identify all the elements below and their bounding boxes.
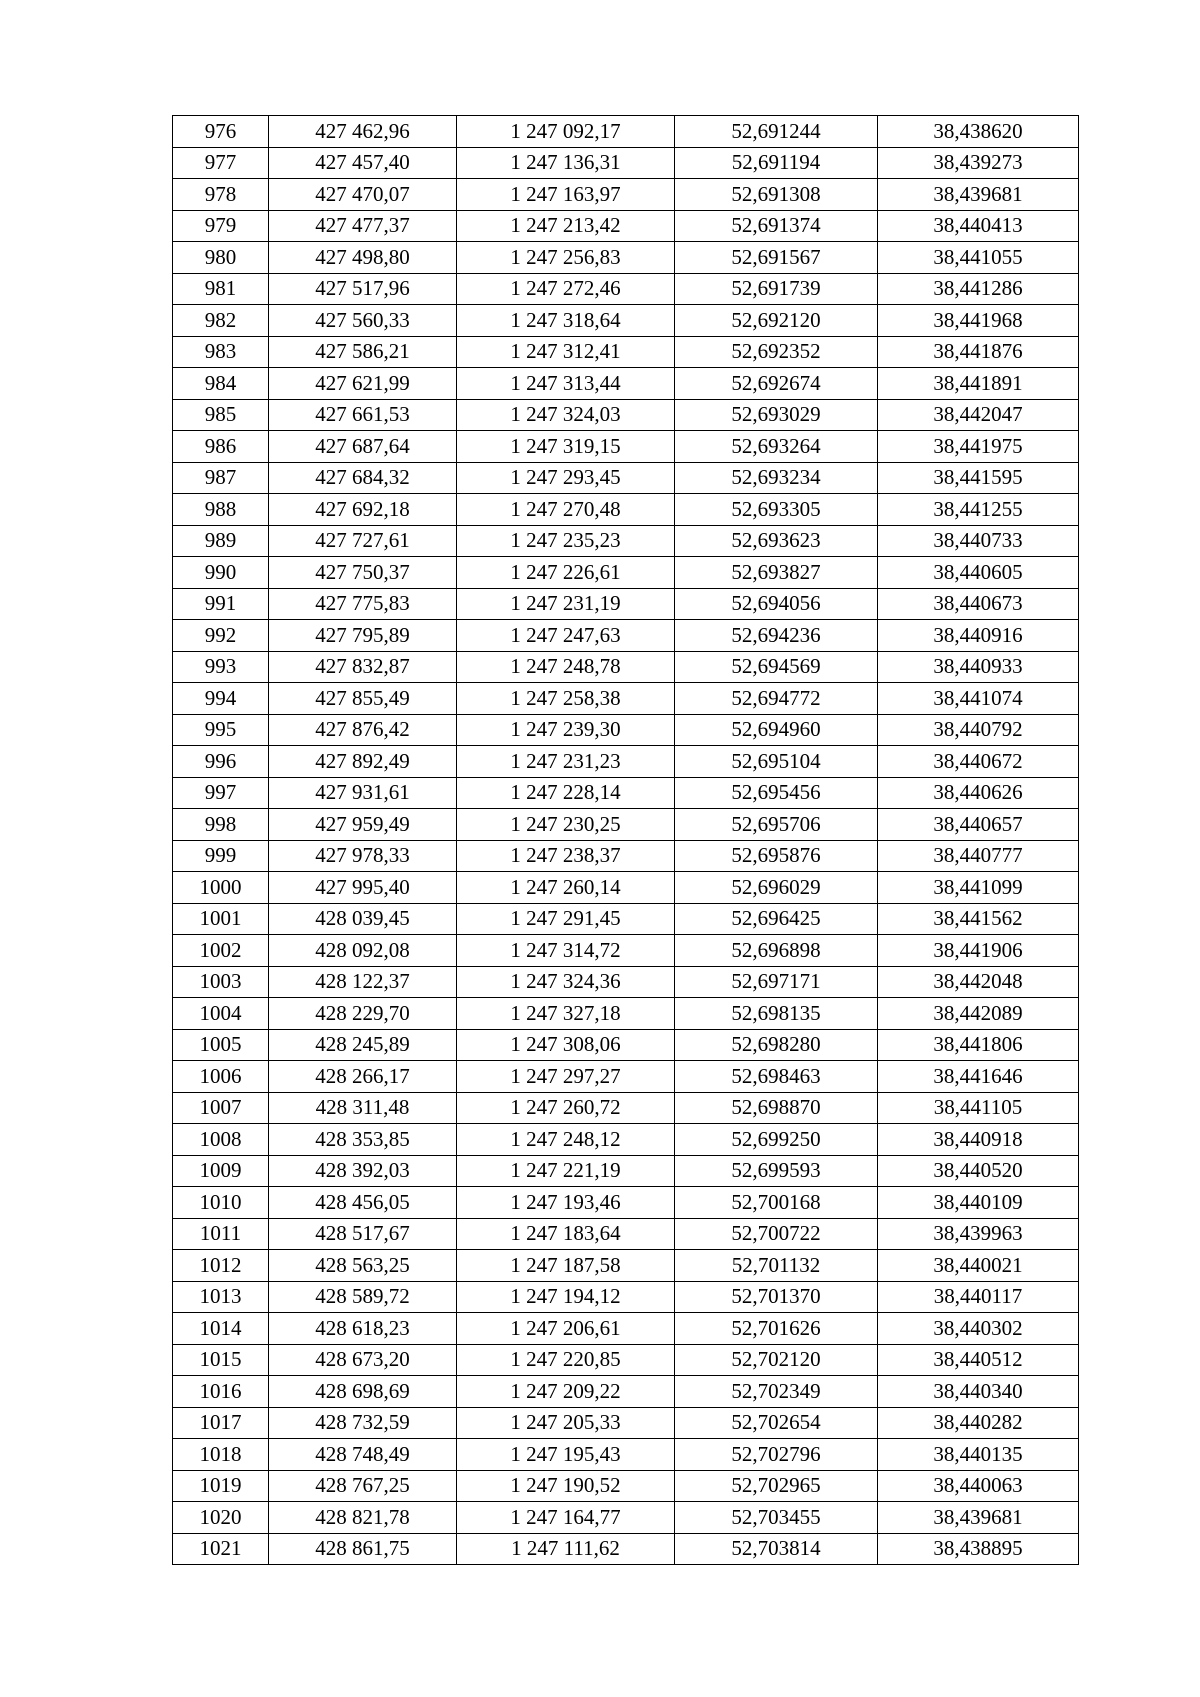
latitude-cell: 52,701132	[675, 1250, 878, 1282]
coordinate-x-cell: 428 821,78	[269, 1502, 457, 1534]
point-number-cell: 1015	[173, 1344, 269, 1376]
table-row	[173, 714, 1079, 746]
latitude-cell: 52,699593	[675, 1155, 878, 1187]
point-number-cell: 986	[173, 431, 269, 463]
table-row	[173, 620, 1079, 652]
coordinate-y-cell: 1 247 220,85	[457, 1344, 675, 1376]
longitude-cell: 38,438895	[878, 1533, 1079, 1565]
table-row	[173, 1187, 1079, 1219]
longitude-cell: 38,441975	[878, 431, 1079, 463]
point-number-cell: 994	[173, 683, 269, 715]
point-number-cell: 990	[173, 557, 269, 589]
longitude-cell: 38,440512	[878, 1344, 1079, 1376]
longitude-cell: 38,440792	[878, 714, 1079, 746]
point-number-cell: 993	[173, 651, 269, 683]
point-number-cell: 1014	[173, 1313, 269, 1345]
latitude-cell: 52,694056	[675, 588, 878, 620]
coordinate-y-cell: 1 247 247,63	[457, 620, 675, 652]
latitude-cell: 52,698280	[675, 1029, 878, 1061]
table-row	[173, 1218, 1079, 1250]
coordinate-y-cell: 1 247 318,64	[457, 305, 675, 337]
coordinate-x-cell: 428 229,70	[269, 998, 457, 1030]
latitude-cell: 52,699250	[675, 1124, 878, 1156]
latitude-cell: 52,695456	[675, 777, 878, 809]
coordinate-x-cell: 427 687,64	[269, 431, 457, 463]
coordinate-y-cell: 1 247 248,12	[457, 1124, 675, 1156]
table-row	[173, 683, 1079, 715]
table-row	[173, 1533, 1079, 1565]
latitude-cell: 52,701626	[675, 1313, 878, 1345]
table-row	[173, 494, 1079, 526]
longitude-cell: 38,439273	[878, 147, 1079, 179]
longitude-cell: 38,442089	[878, 998, 1079, 1030]
coordinate-x-cell: 427 978,33	[269, 840, 457, 872]
coordinate-x-cell: 428 673,20	[269, 1344, 457, 1376]
table-row	[173, 273, 1079, 305]
coordinate-y-cell: 1 247 308,06	[457, 1029, 675, 1061]
longitude-cell: 38,441105	[878, 1092, 1079, 1124]
table-row	[173, 1407, 1079, 1439]
latitude-cell: 52,693264	[675, 431, 878, 463]
latitude-cell: 52,694772	[675, 683, 878, 715]
coordinate-y-cell: 1 247 319,15	[457, 431, 675, 463]
point-number-cell: 1019	[173, 1470, 269, 1502]
coordinate-x-cell: 428 732,59	[269, 1407, 457, 1439]
point-number-cell: 982	[173, 305, 269, 337]
table-row	[173, 651, 1079, 683]
coordinate-x-cell: 428 861,75	[269, 1533, 457, 1565]
coordinate-y-cell: 1 247 260,72	[457, 1092, 675, 1124]
coordinate-x-cell: 427 457,40	[269, 147, 457, 179]
coordinate-x-cell: 428 563,25	[269, 1250, 457, 1282]
coordinate-x-cell: 427 855,49	[269, 683, 457, 715]
coordinate-x-cell: 428 589,72	[269, 1281, 457, 1313]
point-number-cell: 977	[173, 147, 269, 179]
point-number-cell: 992	[173, 620, 269, 652]
point-number-cell: 1009	[173, 1155, 269, 1187]
longitude-cell: 38,440626	[878, 777, 1079, 809]
point-number-cell: 976	[173, 116, 269, 148]
table-row	[173, 1439, 1079, 1471]
latitude-cell: 52,693234	[675, 462, 878, 494]
table-row	[173, 305, 1079, 337]
coordinate-y-cell: 1 247 163,97	[457, 179, 675, 211]
coordinate-x-cell: 428 618,23	[269, 1313, 457, 1345]
table-row	[173, 998, 1079, 1030]
point-number-cell: 1013	[173, 1281, 269, 1313]
coordinate-x-cell: 427 727,61	[269, 525, 457, 557]
coordinate-y-cell: 1 247 226,61	[457, 557, 675, 589]
latitude-cell: 52,697171	[675, 966, 878, 998]
table-row	[173, 903, 1079, 935]
table-row	[173, 462, 1079, 494]
coordinate-y-cell: 1 247 312,41	[457, 336, 675, 368]
coordinate-y-cell: 1 247 183,64	[457, 1218, 675, 1250]
table-row	[173, 336, 1079, 368]
latitude-cell: 52,698135	[675, 998, 878, 1030]
coordinate-x-cell: 428 039,45	[269, 903, 457, 935]
longitude-cell: 38,441906	[878, 935, 1079, 967]
longitude-cell: 38,440109	[878, 1187, 1079, 1219]
point-number-cell: 1020	[173, 1502, 269, 1534]
longitude-cell: 38,440063	[878, 1470, 1079, 1502]
coordinate-y-cell: 1 247 314,72	[457, 935, 675, 967]
coordinate-x-cell: 428 456,05	[269, 1187, 457, 1219]
coordinate-y-cell: 1 247 228,14	[457, 777, 675, 809]
table-row	[173, 399, 1079, 431]
latitude-cell: 52,694960	[675, 714, 878, 746]
point-number-cell: 988	[173, 494, 269, 526]
latitude-cell: 52,696029	[675, 872, 878, 904]
coordinate-x-cell: 428 698,69	[269, 1376, 457, 1408]
coordinate-y-cell: 1 247 231,23	[457, 746, 675, 778]
coordinate-x-cell: 427 750,37	[269, 557, 457, 589]
table-row	[173, 746, 1079, 778]
table-row	[173, 116, 1079, 148]
coordinate-x-cell: 427 876,42	[269, 714, 457, 746]
point-number-cell: 1005	[173, 1029, 269, 1061]
coordinate-y-cell: 1 247 272,46	[457, 273, 675, 305]
table-row	[173, 1376, 1079, 1408]
coordinate-x-cell: 427 462,96	[269, 116, 457, 148]
coordinate-y-cell: 1 247 291,45	[457, 903, 675, 935]
longitude-cell: 38,440777	[878, 840, 1079, 872]
longitude-cell: 38,441968	[878, 305, 1079, 337]
coordinate-y-cell: 1 247 235,23	[457, 525, 675, 557]
table-row	[173, 777, 1079, 809]
point-number-cell: 1011	[173, 1218, 269, 1250]
table-row	[173, 1092, 1079, 1124]
coordinate-x-cell: 428 122,37	[269, 966, 457, 998]
point-number-cell: 1008	[173, 1124, 269, 1156]
latitude-cell: 52,691739	[675, 273, 878, 305]
longitude-cell: 38,441562	[878, 903, 1079, 935]
coordinate-y-cell: 1 247 248,78	[457, 651, 675, 683]
table-row	[173, 368, 1079, 400]
longitude-cell: 38,440672	[878, 746, 1079, 778]
coordinate-y-cell: 1 247 239,30	[457, 714, 675, 746]
coordinate-x-cell: 428 748,49	[269, 1439, 457, 1471]
longitude-cell: 38,441646	[878, 1061, 1079, 1093]
longitude-cell: 38,440673	[878, 588, 1079, 620]
table-row	[173, 147, 1079, 179]
latitude-cell: 52,693623	[675, 525, 878, 557]
longitude-cell: 38,439963	[878, 1218, 1079, 1250]
longitude-cell: 38,440340	[878, 1376, 1079, 1408]
coordinate-x-cell: 427 517,96	[269, 273, 457, 305]
coordinate-x-cell: 427 586,21	[269, 336, 457, 368]
longitude-cell: 38,441255	[878, 494, 1079, 526]
longitude-cell: 38,441055	[878, 242, 1079, 274]
table-row	[173, 1470, 1079, 1502]
latitude-cell: 52,698870	[675, 1092, 878, 1124]
coordinate-x-cell: 427 795,89	[269, 620, 457, 652]
coordinate-y-cell: 1 247 190,52	[457, 1470, 675, 1502]
table-row	[173, 966, 1079, 998]
latitude-cell: 52,691567	[675, 242, 878, 274]
point-number-cell: 1001	[173, 903, 269, 935]
coordinate-x-cell: 428 245,89	[269, 1029, 457, 1061]
latitude-cell: 52,695706	[675, 809, 878, 841]
coordinate-y-cell: 1 247 193,46	[457, 1187, 675, 1219]
coordinates-table-body	[173, 116, 1079, 1565]
coordinate-y-cell: 1 247 209,22	[457, 1376, 675, 1408]
point-number-cell: 1002	[173, 935, 269, 967]
coordinate-y-cell: 1 247 327,18	[457, 998, 675, 1030]
point-number-cell: 980	[173, 242, 269, 274]
table-row	[173, 179, 1079, 211]
coordinate-y-cell: 1 247 194,12	[457, 1281, 675, 1313]
coordinate-y-cell: 1 247 238,37	[457, 840, 675, 872]
coordinates-table	[172, 115, 1079, 1565]
longitude-cell: 38,440657	[878, 809, 1079, 841]
coordinate-y-cell: 1 247 297,27	[457, 1061, 675, 1093]
coordinate-x-cell: 427 931,61	[269, 777, 457, 809]
latitude-cell: 52,702796	[675, 1439, 878, 1471]
longitude-cell: 38,441595	[878, 462, 1079, 494]
point-number-cell: 1007	[173, 1092, 269, 1124]
longitude-cell: 38,441891	[878, 368, 1079, 400]
table-row	[173, 431, 1079, 463]
coordinate-x-cell: 427 560,33	[269, 305, 457, 337]
coordinate-y-cell: 1 247 231,19	[457, 588, 675, 620]
table-row	[173, 1313, 1079, 1345]
longitude-cell: 38,440135	[878, 1439, 1079, 1471]
latitude-cell: 52,691374	[675, 210, 878, 242]
coordinate-x-cell: 427 684,32	[269, 462, 457, 494]
table-row	[173, 525, 1079, 557]
coordinate-y-cell: 1 247 205,33	[457, 1407, 675, 1439]
latitude-cell: 52,691244	[675, 116, 878, 148]
coordinate-x-cell: 427 959,49	[269, 809, 457, 841]
coordinate-y-cell: 1 247 324,03	[457, 399, 675, 431]
point-number-cell: 995	[173, 714, 269, 746]
coordinate-x-cell: 427 498,80	[269, 242, 457, 274]
latitude-cell: 52,694569	[675, 651, 878, 683]
coordinate-x-cell: 427 470,07	[269, 179, 457, 211]
longitude-cell: 38,440282	[878, 1407, 1079, 1439]
coordinate-y-cell: 1 247 092,17	[457, 116, 675, 148]
table-row	[173, 1029, 1079, 1061]
point-number-cell: 996	[173, 746, 269, 778]
table-row	[173, 809, 1079, 841]
longitude-cell: 38,440918	[878, 1124, 1079, 1156]
longitude-cell: 38,440520	[878, 1155, 1079, 1187]
longitude-cell: 38,440117	[878, 1281, 1079, 1313]
coordinate-x-cell: 427 477,37	[269, 210, 457, 242]
longitude-cell: 38,440302	[878, 1313, 1079, 1345]
latitude-cell: 52,700722	[675, 1218, 878, 1250]
point-number-cell: 1021	[173, 1533, 269, 1565]
latitude-cell: 52,702654	[675, 1407, 878, 1439]
table-row	[173, 1281, 1079, 1313]
coordinate-x-cell: 428 266,17	[269, 1061, 457, 1093]
coordinate-y-cell: 1 247 136,31	[457, 147, 675, 179]
point-number-cell: 989	[173, 525, 269, 557]
coordinate-y-cell: 1 247 221,19	[457, 1155, 675, 1187]
point-number-cell: 997	[173, 777, 269, 809]
coordinate-y-cell: 1 247 313,44	[457, 368, 675, 400]
latitude-cell: 52,696898	[675, 935, 878, 967]
coordinate-x-cell: 428 092,08	[269, 935, 457, 967]
latitude-cell: 52,693827	[675, 557, 878, 589]
coordinate-x-cell: 428 517,67	[269, 1218, 457, 1250]
latitude-cell: 52,696425	[675, 903, 878, 935]
latitude-cell: 52,700168	[675, 1187, 878, 1219]
point-number-cell: 987	[173, 462, 269, 494]
table-row	[173, 872, 1079, 904]
point-number-cell: 1006	[173, 1061, 269, 1093]
coordinate-y-cell: 1 247 258,38	[457, 683, 675, 715]
longitude-cell: 38,441074	[878, 683, 1079, 715]
latitude-cell: 52,695104	[675, 746, 878, 778]
coordinate-x-cell: 428 392,03	[269, 1155, 457, 1187]
latitude-cell: 52,693029	[675, 399, 878, 431]
longitude-cell: 38,440733	[878, 525, 1079, 557]
latitude-cell: 52,703814	[675, 1533, 878, 1565]
coordinate-x-cell: 428 767,25	[269, 1470, 457, 1502]
coordinate-y-cell: 1 247 111,62	[457, 1533, 675, 1565]
point-number-cell: 979	[173, 210, 269, 242]
longitude-cell: 38,440413	[878, 210, 1079, 242]
latitude-cell: 52,694236	[675, 620, 878, 652]
coordinate-y-cell: 1 247 195,43	[457, 1439, 675, 1471]
latitude-cell: 52,702120	[675, 1344, 878, 1376]
table-row	[173, 210, 1079, 242]
longitude-cell: 38,441876	[878, 336, 1079, 368]
point-number-cell: 999	[173, 840, 269, 872]
table-row	[173, 588, 1079, 620]
coordinate-x-cell: 427 775,83	[269, 588, 457, 620]
longitude-cell: 38,439681	[878, 1502, 1079, 1534]
longitude-cell: 38,440933	[878, 651, 1079, 683]
point-number-cell: 991	[173, 588, 269, 620]
point-number-cell: 1017	[173, 1407, 269, 1439]
table-row	[173, 1061, 1079, 1093]
coordinate-x-cell: 427 661,53	[269, 399, 457, 431]
table-row	[173, 935, 1079, 967]
longitude-cell: 38,440021	[878, 1250, 1079, 1282]
coordinate-y-cell: 1 247 260,14	[457, 872, 675, 904]
latitude-cell: 52,693305	[675, 494, 878, 526]
latitude-cell: 52,691308	[675, 179, 878, 211]
longitude-cell: 38,441806	[878, 1029, 1079, 1061]
latitude-cell: 52,698463	[675, 1061, 878, 1093]
coordinate-y-cell: 1 247 230,25	[457, 809, 675, 841]
coordinate-y-cell: 1 247 293,45	[457, 462, 675, 494]
point-number-cell: 1010	[173, 1187, 269, 1219]
point-number-cell: 1016	[173, 1376, 269, 1408]
point-number-cell: 1012	[173, 1250, 269, 1282]
latitude-cell: 52,702965	[675, 1470, 878, 1502]
table-row	[173, 1502, 1079, 1534]
latitude-cell: 52,692120	[675, 305, 878, 337]
point-number-cell: 1003	[173, 966, 269, 998]
coordinate-y-cell: 1 247 256,83	[457, 242, 675, 274]
latitude-cell: 52,703455	[675, 1502, 878, 1534]
coordinate-y-cell: 1 247 206,61	[457, 1313, 675, 1345]
table-row	[173, 1124, 1079, 1156]
point-number-cell: 1000	[173, 872, 269, 904]
coordinate-x-cell: 427 692,18	[269, 494, 457, 526]
table-row	[173, 242, 1079, 274]
latitude-cell: 52,692674	[675, 368, 878, 400]
point-number-cell: 984	[173, 368, 269, 400]
coordinate-x-cell: 427 892,49	[269, 746, 457, 778]
longitude-cell: 38,439681	[878, 179, 1079, 211]
latitude-cell: 52,701370	[675, 1281, 878, 1313]
coordinate-y-cell: 1 247 187,58	[457, 1250, 675, 1282]
point-number-cell: 985	[173, 399, 269, 431]
table-row	[173, 1250, 1079, 1282]
latitude-cell: 52,702349	[675, 1376, 878, 1408]
coordinate-x-cell: 428 353,85	[269, 1124, 457, 1156]
point-number-cell: 998	[173, 809, 269, 841]
table-row	[173, 840, 1079, 872]
table-row	[173, 1344, 1079, 1376]
point-number-cell: 981	[173, 273, 269, 305]
table-row	[173, 557, 1079, 589]
point-number-cell: 983	[173, 336, 269, 368]
longitude-cell: 38,438620	[878, 116, 1079, 148]
longitude-cell: 38,441099	[878, 872, 1079, 904]
latitude-cell: 52,695876	[675, 840, 878, 872]
longitude-cell: 38,442047	[878, 399, 1079, 431]
latitude-cell: 52,691194	[675, 147, 878, 179]
coordinate-y-cell: 1 247 270,48	[457, 494, 675, 526]
coordinate-x-cell: 427 995,40	[269, 872, 457, 904]
coordinate-y-cell: 1 247 213,42	[457, 210, 675, 242]
longitude-cell: 38,442048	[878, 966, 1079, 998]
point-number-cell: 1018	[173, 1439, 269, 1471]
longitude-cell: 38,441286	[878, 273, 1079, 305]
longitude-cell: 38,440916	[878, 620, 1079, 652]
coordinate-x-cell: 427 621,99	[269, 368, 457, 400]
table-row	[173, 1155, 1079, 1187]
coordinate-x-cell: 428 311,48	[269, 1092, 457, 1124]
point-number-cell: 1004	[173, 998, 269, 1030]
point-number-cell: 978	[173, 179, 269, 211]
coordinate-y-cell: 1 247 324,36	[457, 966, 675, 998]
latitude-cell: 52,692352	[675, 336, 878, 368]
coordinate-y-cell: 1 247 164,77	[457, 1502, 675, 1534]
coordinate-x-cell: 427 832,87	[269, 651, 457, 683]
longitude-cell: 38,440605	[878, 557, 1079, 589]
